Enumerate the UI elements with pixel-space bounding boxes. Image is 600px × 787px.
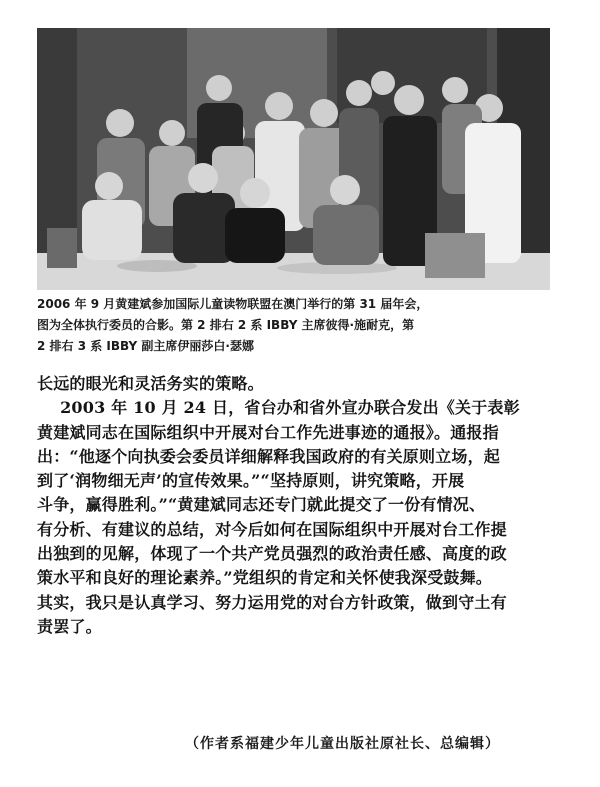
photo-caption <box>37 294 557 357</box>
body-line: 2003 年 10 月 24 日，省台办和省外宣办联合发出《关于表彰 <box>37 398 520 418</box>
body-line: 其实，我只是认真学习、努力运用党的对台方针政策，做到守土有 <box>37 592 507 612</box>
body-line: 出独到的见解，体现了一个共产党员强烈的政治责任感、高度的政 <box>37 544 507 564</box>
body-line: 策水平和良好的理论素养。”党组织的肯定和关怀使我深受鼓舞。 <box>37 568 493 588</box>
author-byline: （作者系福建少年儿童出版社原社长、总编辑） <box>185 736 500 752</box>
group-photo <box>37 28 550 290</box>
body-line: 责罢了。 <box>37 616 102 636</box>
caption-line: 2 排右 3 系 IBBY 副主席伊丽莎白·瑟娜 <box>37 339 254 353</box>
group-photo-illustration <box>37 28 550 290</box>
body-line: 有分析、有建议的总结，对今后如何在国际组织中开展对台工作提 <box>37 519 507 539</box>
body-line: 到了‘润物细无声’的宣传效果。”“坚持原则，讲究策略，开展 <box>37 471 465 491</box>
body-line: 长远的眼光和灵活务实的策略。 <box>37 374 264 393</box>
article-body <box>37 372 567 639</box>
caption-line: 图为全体执行委员的合影。第 2 排右 2 系 IBBY 主席彼得·施耐克，第 <box>37 318 415 332</box>
body-line: 出：“他逐个向执委会委员详细解释我国政府的有关原则立场，起 <box>37 446 501 466</box>
body-line: 斗争，赢得胜利。”“黄建斌同志还专门就此提交了一份有情况、 <box>37 495 486 515</box>
body-line: 黄建斌同志在国际组织中开展对台工作先进事迹的通报》。通报指 <box>37 422 499 442</box>
caption-line: 2006 年 9 月黄建斌参加国际儿童读物联盟在澳门举行的第 31 届年会， <box>37 297 429 311</box>
